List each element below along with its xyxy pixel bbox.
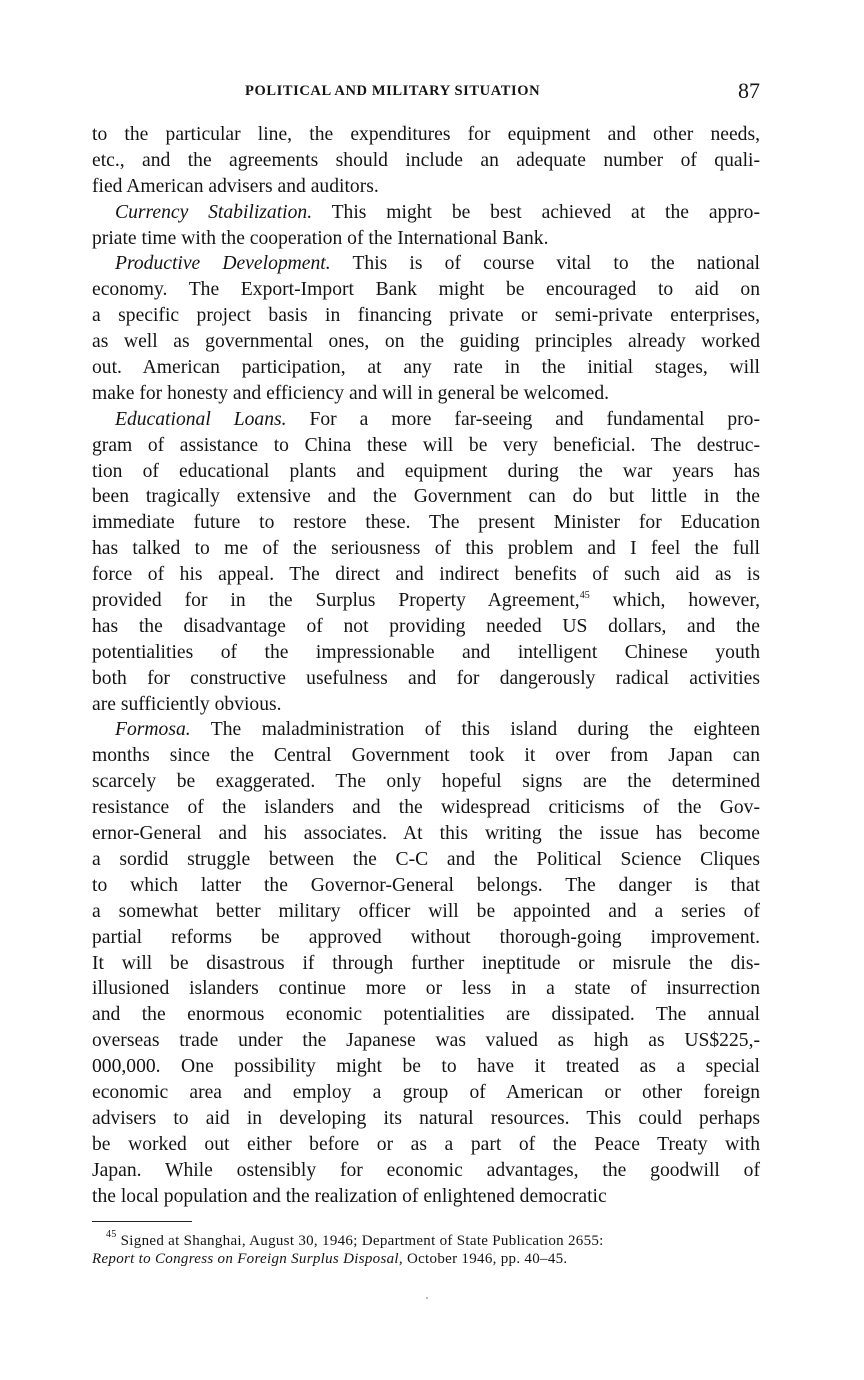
page-header xyxy=(92,80,760,104)
text-line: economic area and employ a group of American or other foreign xyxy=(92,1081,760,1103)
text-line: been tragically extensive and the Government can do but little in the xyxy=(92,486,760,508)
text-line: Japan. While ostensibly for economic advantages, the goodwill of xyxy=(92,1159,760,1181)
text-line: Currency Stabilization. This might be best achieved at the appro- xyxy=(115,201,760,223)
section-heading: Productive Development. xyxy=(115,253,331,275)
text-line: be worked out either before or as a part of the Peace Treaty with xyxy=(92,1133,760,1155)
footnote-marker: 45 xyxy=(106,1229,117,1240)
text-line: etc., and the agreements should include an adequate number of quali- xyxy=(92,149,760,171)
text-line: fied American advisers and auditors. xyxy=(92,175,379,197)
text-line: It will be disastrous if through further ineptitude or misrule the dis- xyxy=(92,952,760,974)
text-line: partial reforms be approved without thorough-going improvement. xyxy=(92,926,760,948)
text-line: gram of assistance to China these will be very beneficial. The destruc- xyxy=(92,434,760,456)
text-line: has talked to me of the seriousness of this problem and I feel the full xyxy=(92,538,760,560)
running-head: POLITICAL AND MILITARY SITUATION xyxy=(245,83,541,99)
text-line: Productive Development. This is of course vital to the national xyxy=(115,253,760,275)
footnote-line-1: $^{45}$ Signed at Shanghai, August 30, 1946; Department of State Publication 2655: xyxy=(106,1229,604,1249)
text-line: Educational Loans. For a more far-seeing and fundamental pro- xyxy=(115,408,760,430)
footnote xyxy=(92,1229,760,1268)
section-heading: Educational Loans. xyxy=(115,408,287,430)
section-heading: Formosa. xyxy=(115,719,191,741)
text-line: ernor-General and his associates. At this writing the issue has become xyxy=(92,823,760,845)
text-line: tion of educational plants and equipment during the war years has xyxy=(92,460,760,482)
section-heading: Currency Stabilization. xyxy=(115,201,313,223)
text-line: as well as governmental ones, on the guiding principles already worked xyxy=(92,331,760,353)
text-line: a sordid struggle between the C-C and the Political Science Cliques xyxy=(92,848,760,870)
text-line: resistance of the islanders and the widespread criticisms of the Gov- xyxy=(92,797,760,819)
body-text xyxy=(92,122,760,1209)
text-line: illusioned islanders continue more or less in a state of insurrection xyxy=(92,978,760,1000)
text-line: overseas trade under the Japanese was valued as high as US$225,- xyxy=(92,1030,760,1052)
footnote-line-2: Report to Congress on Foreign Surplus Disposal, October 1946, pp. 40–45. xyxy=(92,1251,568,1267)
text-line: make for honesty and efficiency and will in general be welcomed. xyxy=(92,382,610,404)
text-line: has the disadvantage of not providing needed US dollars, and the xyxy=(92,615,760,637)
footnote-rule xyxy=(92,1221,192,1222)
text-line: a somewhat better military officer will be appointed and a series of xyxy=(92,900,760,922)
text-line: a specific project basis in financing private or semi-private enterprises, xyxy=(92,305,760,327)
text-line: the local population and the realization of enlightened democratic xyxy=(92,1185,607,1207)
text-line: and the enormous economic potentialities are dissipated. The annual xyxy=(92,1004,760,1026)
text-line: economy. The Export-Import Bank might be encouraged to aid on xyxy=(92,279,760,301)
text-line: scarcely be exaggerated. The only hopeful signs are the determined xyxy=(92,771,760,793)
scan-speck xyxy=(426,1297,428,1299)
text-line: priate time with the cooperation of the International Bank. xyxy=(92,227,549,249)
text-line: are sufficiently obvious. xyxy=(92,693,282,715)
text-line: to which latter the Governor-General belongs. The danger is that xyxy=(92,874,760,896)
text-line: out. American participation, at any rate in the initial stages, will xyxy=(92,357,760,379)
text-line: advisers to aid in developing its natural resources. This could perhaps xyxy=(92,1107,760,1129)
text-line: months since the Central Government took it over from Japan can xyxy=(92,745,760,767)
text-line: potentialities of the impressionable and intelligent Chinese youth xyxy=(92,641,760,663)
text-line: immediate future to restore these. The present Minister for Education xyxy=(92,512,760,534)
text-line: provided for in the Surplus Property Agreement,$^{45}$ which, however, xyxy=(92,590,760,612)
page-number: 87 xyxy=(738,78,760,103)
text-line: 000,000. One possibility might be to have it treated as a special xyxy=(92,1056,760,1078)
text-line: force of his appeal. The direct and indirect benefits of such aid as is xyxy=(92,564,760,586)
footnote-reference: 45 xyxy=(579,590,590,602)
text-line: both for constructive usefulness and for dangerously radical activities xyxy=(92,667,760,689)
text-line: Formosa. The maladministration of this island during the eighteen xyxy=(115,719,760,741)
text-line: to the particular line, the expenditures for equipment and other needs, xyxy=(92,124,760,145)
